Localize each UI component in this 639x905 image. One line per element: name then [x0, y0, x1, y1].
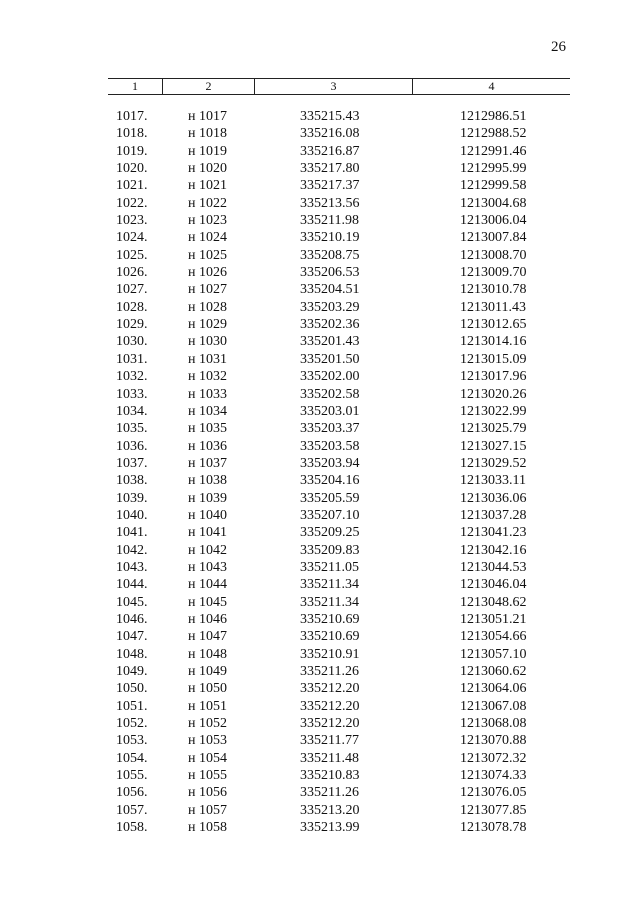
row-number: 1028. — [116, 299, 148, 315]
column-header-3: 3 — [330, 79, 337, 93]
table-row — [0, 611, 639, 628]
coordinate-x: 335211.05 — [300, 559, 359, 575]
point-label: н 1040 — [188, 507, 227, 523]
row-number: 1052. — [116, 716, 148, 732]
point-label: н 1054 — [188, 750, 227, 766]
coordinate-y: 1213009.70 — [460, 265, 527, 281]
point-label: н 1057 — [188, 802, 227, 818]
point-label: н 1019 — [188, 143, 227, 159]
coordinate-y: 1213067.08 — [460, 698, 527, 714]
table-row — [0, 125, 639, 142]
point-label: н 1051 — [188, 698, 227, 714]
row-number: 1055. — [116, 768, 148, 784]
table-row — [0, 732, 639, 749]
coordinate-y: 1213022.99 — [460, 403, 527, 419]
point-label: н 1017 — [188, 109, 227, 124]
point-label: н 1018 — [188, 126, 227, 142]
row-number: 1044. — [116, 577, 148, 593]
table-row — [0, 386, 639, 403]
point-label: н 1058 — [188, 820, 227, 836]
coordinate-x: 335203.37 — [300, 421, 360, 437]
table-row — [0, 420, 639, 437]
table-row — [0, 750, 639, 767]
coordinate-x: 335213.56 — [300, 195, 360, 211]
table-row — [0, 160, 639, 177]
table-row — [0, 576, 639, 593]
coordinate-y: 1212995.99 — [460, 161, 527, 177]
row-number: 1058. — [116, 820, 148, 836]
row-number: 1020. — [116, 161, 148, 177]
coordinate-x: 335202.58 — [300, 386, 360, 402]
row-number: 1019. — [116, 143, 148, 159]
point-label: н 1056 — [188, 785, 227, 801]
row-number: 1047. — [116, 629, 148, 645]
coordinate-y: 1213017.96 — [460, 369, 527, 385]
row-number: 1034. — [116, 403, 148, 419]
row-number: 1038. — [116, 473, 148, 489]
coordinate-x: 335208.75 — [300, 247, 360, 263]
coordinate-x: 335217.80 — [300, 161, 360, 177]
coordinate-y: 1212988.52 — [460, 126, 527, 142]
coordinate-y: 1213015.09 — [460, 351, 527, 367]
coordinate-y: 1213025.79 — [460, 421, 527, 437]
point-label: н 1031 — [188, 351, 227, 367]
coordinate-x: 335211.34 — [300, 577, 359, 593]
row-number: 1056. — [116, 785, 148, 801]
coordinate-y: 1212999.58 — [460, 178, 527, 194]
row-number: 1029. — [116, 317, 148, 333]
point-label: н 1035 — [188, 421, 227, 437]
column-header-2: 2 — [205, 79, 212, 93]
row-number: 1026. — [116, 265, 148, 281]
table-row — [0, 819, 639, 836]
table-row — [0, 108, 639, 125]
coordinate-y: 1213051.21 — [460, 611, 527, 627]
coordinate-y: 1212986.51 — [460, 109, 527, 124]
column-header-1: 1 — [132, 79, 138, 93]
coordinate-y: 1213014.16 — [460, 334, 527, 350]
coordinate-y: 1213070.88 — [460, 733, 527, 749]
point-label: н 1047 — [188, 629, 227, 645]
coordinate-y: 1213006.04 — [460, 213, 527, 229]
table-row — [0, 628, 639, 645]
table-row — [0, 438, 639, 455]
table-row — [0, 490, 639, 507]
table-row — [0, 403, 639, 420]
coordinate-y: 1213074.33 — [460, 768, 527, 784]
row-number: 1035. — [116, 421, 148, 437]
coordinate-x: 335201.50 — [300, 351, 360, 367]
point-label: н 1038 — [188, 473, 227, 489]
table-row — [0, 316, 639, 333]
coordinate-x: 335213.99 — [300, 820, 360, 836]
point-label: н 1029 — [188, 317, 227, 333]
table-row — [0, 715, 639, 732]
table-row — [0, 802, 639, 819]
table-row — [0, 368, 639, 385]
row-number: 1045. — [116, 594, 148, 610]
point-label: н 1053 — [188, 733, 227, 749]
coordinate-x: 335203.29 — [300, 299, 360, 315]
coordinate-y: 1213044.53 — [460, 559, 527, 575]
point-label: н 1036 — [188, 438, 227, 454]
table-row — [0, 143, 639, 160]
point-label: н 1049 — [188, 664, 227, 679]
table-row — [0, 646, 639, 663]
point-label: н 1052 — [188, 716, 227, 732]
table-row — [0, 177, 639, 194]
point-label: н 1032 — [188, 369, 227, 385]
coordinate-x: 335213.20 — [300, 802, 360, 818]
row-number: 1054. — [116, 750, 148, 766]
table-row — [0, 698, 639, 715]
coordinate-x: 335211.98 — [300, 213, 359, 229]
row-number: 1042. — [116, 542, 148, 558]
point-label: н 1039 — [188, 490, 227, 506]
point-label: н 1041 — [188, 525, 227, 541]
coordinate-x: 335210.69 — [300, 629, 360, 645]
row-number: 1048. — [116, 646, 148, 662]
coordinate-x: 335211.26 — [300, 664, 359, 679]
coordinate-x: 335211.26 — [300, 785, 359, 801]
coordinate-y: 1213036.06 — [460, 490, 527, 506]
point-label: н 1024 — [188, 230, 227, 246]
coordinate-x: 335201.43 — [300, 334, 360, 350]
coordinate-x: 335206.53 — [300, 265, 360, 281]
row-number: 1031. — [116, 351, 148, 367]
row-number: 1050. — [116, 681, 148, 697]
row-number: 1049. — [116, 664, 148, 679]
point-label: н 1037 — [188, 455, 227, 471]
row-number: 1041. — [116, 525, 148, 541]
coordinate-y: 1213041.23 — [460, 525, 527, 541]
coordinate-x: 335203.94 — [300, 455, 360, 471]
coordinate-x: 335216.08 — [300, 126, 360, 142]
table-row — [0, 663, 639, 680]
row-number: 1051. — [116, 698, 148, 714]
table-row — [0, 542, 639, 559]
table-row — [0, 281, 639, 298]
coordinate-y: 1213042.16 — [460, 542, 527, 558]
coordinate-x: 335210.19 — [300, 230, 360, 246]
coordinate-x: 335209.25 — [300, 525, 360, 541]
coordinate-x: 335204.51 — [300, 282, 360, 298]
row-number: 1036. — [116, 438, 148, 454]
coordinate-x: 335211.34 — [300, 594, 359, 610]
row-number: 1025. — [116, 247, 148, 263]
page-number: 26 — [551, 39, 566, 55]
coordinate-y: 1213072.32 — [460, 750, 527, 766]
point-label: н 1055 — [188, 768, 227, 784]
coordinate-x: 335207.10 — [300, 507, 360, 523]
coordinate-x: 335210.69 — [300, 611, 360, 627]
coordinate-x: 335215.43 — [300, 109, 360, 124]
coordinate-y: 1213029.52 — [460, 455, 527, 471]
coordinate-x: 335209.83 — [300, 542, 360, 558]
table-row — [0, 247, 639, 264]
coordinate-x: 335212.20 — [300, 698, 360, 714]
coordinate-x: 335211.77 — [300, 733, 359, 749]
row-number: 1057. — [116, 802, 148, 818]
coordinate-x: 335202.00 — [300, 369, 360, 385]
point-label: н 1022 — [188, 195, 227, 211]
table-row — [0, 351, 639, 368]
table-row — [0, 264, 639, 281]
row-number: 1046. — [116, 611, 148, 627]
coordinate-y: 1213037.28 — [460, 507, 527, 523]
point-label: н 1042 — [188, 542, 227, 558]
point-label: н 1023 — [188, 213, 227, 229]
coordinate-y: 1213057.10 — [460, 646, 527, 662]
coordinate-y: 1213011.43 — [460, 299, 526, 315]
point-label: н 1045 — [188, 594, 227, 610]
point-label: н 1033 — [188, 386, 227, 402]
coordinate-y: 1213020.26 — [460, 386, 527, 402]
point-label: н 1046 — [188, 611, 227, 627]
row-number: 1039. — [116, 490, 148, 506]
point-label: н 1030 — [188, 334, 227, 350]
table-row — [0, 333, 639, 350]
row-number: 1021. — [116, 178, 148, 194]
coordinate-y: 1213010.78 — [460, 282, 527, 298]
coordinate-x: 335212.20 — [300, 681, 360, 697]
coordinate-x: 335203.58 — [300, 438, 360, 454]
row-number: 1053. — [116, 733, 148, 749]
row-number: 1030. — [116, 334, 148, 350]
row-number: 1043. — [116, 559, 148, 575]
table-row — [0, 784, 639, 801]
point-label: н 1048 — [188, 646, 227, 662]
point-label: н 1027 — [188, 282, 227, 298]
point-label: н 1028 — [188, 299, 227, 315]
coordinate-y: 1213068.08 — [460, 716, 527, 732]
coordinate-y: 1213004.68 — [460, 195, 527, 211]
point-label: н 1026 — [188, 265, 227, 281]
row-number: 1017. — [116, 109, 148, 124]
coordinate-x: 335210.91 — [300, 646, 360, 662]
table-row — [0, 212, 639, 229]
point-label: н 1020 — [188, 161, 227, 177]
point-label: н 1044 — [188, 577, 227, 593]
point-label: н 1050 — [188, 681, 227, 697]
coordinate-y: 1213048.62 — [460, 594, 527, 610]
coordinate-y: 1213077.85 — [460, 802, 527, 818]
coordinate-y: 1213008.70 — [460, 247, 527, 263]
coordinate-x: 335216.87 — [300, 143, 360, 159]
coordinate-x: 335204.16 — [300, 473, 360, 489]
table-row — [0, 559, 639, 576]
row-number: 1022. — [116, 195, 148, 211]
table-row — [0, 229, 639, 246]
table-row — [0, 455, 639, 472]
point-label: н 1021 — [188, 178, 227, 194]
row-number: 1033. — [116, 386, 148, 402]
coordinate-y: 1213012.65 — [460, 317, 527, 333]
row-number: 1018. — [116, 126, 148, 142]
row-number: 1024. — [116, 230, 148, 246]
coordinate-y: 1213046.04 — [460, 577, 527, 593]
coordinate-y: 1212991.46 — [460, 143, 527, 159]
table-row — [0, 680, 639, 697]
coordinate-x: 335212.20 — [300, 716, 360, 732]
coordinate-y: 1213064.06 — [460, 681, 527, 697]
coordinate-y: 1213027.15 — [460, 438, 527, 454]
coordinate-y: 1213054.66 — [460, 629, 527, 645]
row-number: 1037. — [116, 455, 148, 471]
coordinate-y: 1213060.62 — [460, 664, 527, 679]
coordinate-x: 335205.59 — [300, 490, 360, 506]
row-number: 1027. — [116, 282, 148, 298]
table-row — [0, 524, 639, 541]
point-label: н 1043 — [188, 559, 227, 575]
row-number: 1032. — [116, 369, 148, 385]
coordinate-y: 1213007.84 — [460, 230, 527, 246]
table-row — [0, 767, 639, 784]
point-label: н 1025 — [188, 247, 227, 263]
coordinate-y: 1213078.78 — [460, 820, 527, 836]
coordinate-x: 335210.83 — [300, 768, 360, 784]
coordinate-x: 335217.37 — [300, 178, 360, 194]
table-row — [0, 472, 639, 489]
coordinate-x: 335203.01 — [300, 403, 360, 419]
table-row — [0, 507, 639, 524]
table-row — [0, 299, 639, 316]
table-header — [108, 78, 570, 95]
row-number: 1040. — [116, 507, 148, 523]
column-header-4: 4 — [488, 79, 495, 93]
point-label: н 1034 — [188, 403, 227, 419]
table-row — [0, 594, 639, 611]
coordinate-y: 1213033.11 — [460, 473, 526, 489]
row-number: 1023. — [116, 213, 148, 229]
coordinate-y: 1213076.05 — [460, 785, 527, 801]
coordinate-table-body — [0, 108, 639, 836]
coordinate-x: 335211.48 — [300, 750, 359, 766]
coordinate-x: 335202.36 — [300, 317, 360, 333]
table-row — [0, 195, 639, 212]
